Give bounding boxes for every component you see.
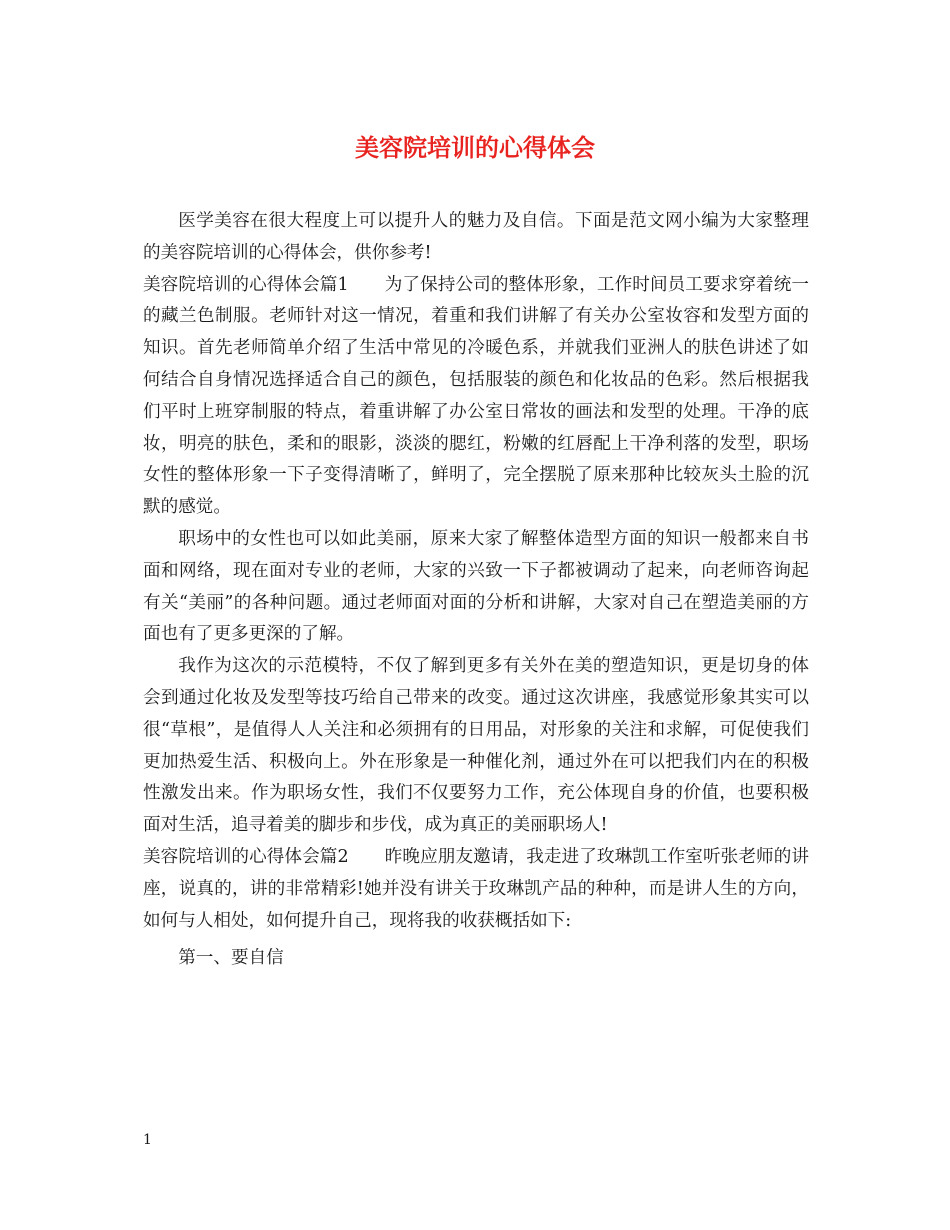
document-title: 美容院培训的心得体会 (355, 133, 595, 162)
section1-paragraph-2: 职场中的女性也可以如此美丽，原来大家了解整体造型方面的知识一般都来自书面和网络，现在面对专业的老师，大家的兴致一下子都被调动了起来，向老师咨询起有关“美丽”的各种问题。通过老师面对面的分析和讲解，大家对自己在塑造美丽的方面也有了更多更深的了解。 (143, 528, 809, 645)
section1-paragraph-3: 我作为这次的示范模特，不仅了解到更多有关外在美的塑造知识，更是切身的体会到通过化妆及发型等技巧给自己带来的改变。通过这次讲座，我感觉形象其实可以很“草根”，是值得人人关注和必须拥有的日用品，对形象的关注和求解，可促使我们更加热爱生活、积极向上。外在形象是一种催化剂，通过外在可以把我们内在的积极性激发出来。作为职场女性，我们不仅要努力工作，充公体现自身的价值，也要积极面对生活，追寻着美的脚步和步伐，成为真正的美丽职场人! (143, 656, 809, 836)
section1-lead-text: 为了保持公司的整体形象，工作时间员工要求穿着统一的藏兰色制服。老师针对这一情况，着重和我们讲解了有关办公室妆容和发型方面的知识。首先老师简单介绍了生活中常见的冷暖色系，并就我们亚洲人的肤色讲述了如何结合自身情况选择适合自己的颜色，包括服装的颜色和化妆品的色彩。然后根据我们平时上班穿制服的特点，着重讲解了办公室日常妆的画法和发型的处理。干净的底妆，明亮的肤色，柔和的眼影，淡淡的腮红，粉嫩的红唇配上干净利落的发型，职场女性的整体形象一下子变得清晰了，鲜明了，完全摆脱了原来那种比较灰头土脸的沉默的感觉。 (143, 274, 809, 518)
document-body (143, 206, 809, 975)
section1-paragraph (143, 270, 809, 524)
section2-lead-text: 昨晚应朋友邀请，我走进了玫琳凯工作室听张老师的讲座，说真的，讲的非常精彩!她并没有讲关于玫琳凯产品的种种，而是讲人生的方向，如何与人相处，如何提升自己，现将我的收获概括如下: (143, 846, 809, 931)
page-number: 1 (143, 1132, 152, 1148)
intro-paragraph: 医学美容在很大程度上可以提升人的魅力及自信。下面是范文网小编为大家整理的美容院培训的心得体会，供你参考! (143, 211, 809, 263)
section2-point-1: 第一、要自信 (178, 948, 284, 969)
section1-heading: 美容院培训的心得体会篇1 (143, 274, 349, 295)
section2-heading: 美容院培训的心得体会篇2 (143, 846, 349, 867)
section2-paragraph (143, 842, 809, 937)
